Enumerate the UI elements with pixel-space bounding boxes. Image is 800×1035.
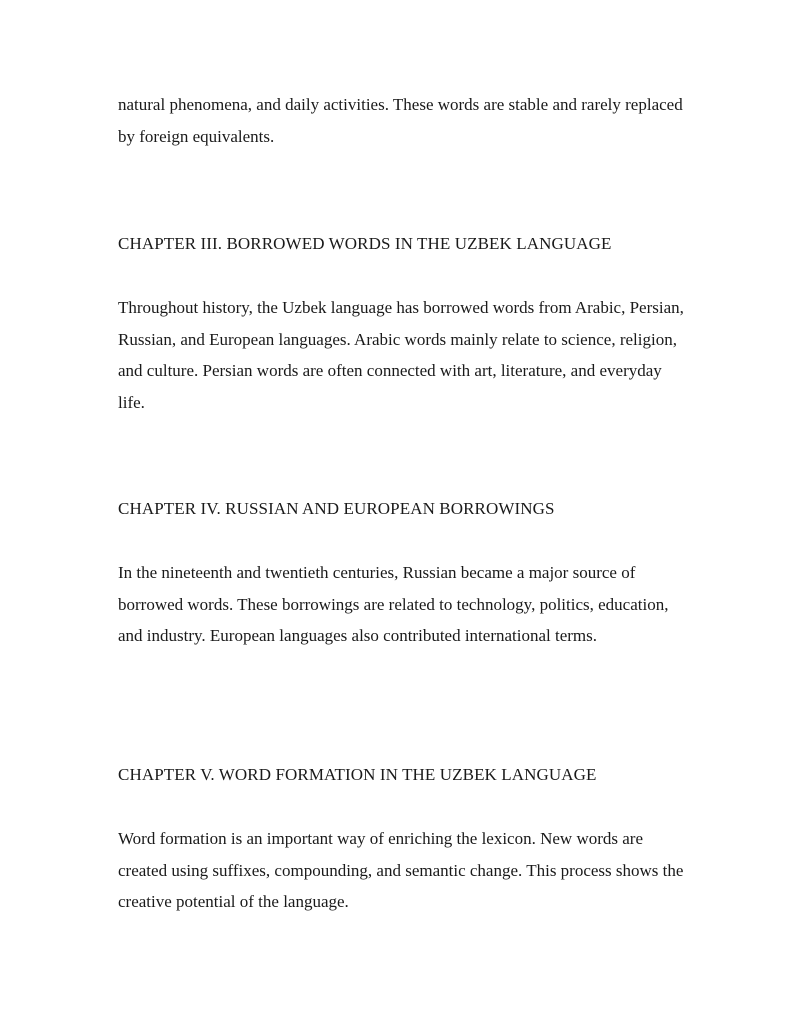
chapter-4-paragraph: In the nineteenth and twentieth centuries, Russian became a major source of borrowed words. These borrowings are related to technology, politics, education, and industry. European languages also contributed international terms. xyxy=(118,563,669,645)
chapter-5-heading: CHAPTER V. WORD FORMATION IN THE UZBEK LANGUAGE xyxy=(118,765,597,784)
chapter-5-paragraph: Word formation is an important way of enriching the lexicon. New words are created using suffixes, compounding, and semantic change. This process shows the creative potential of the language. xyxy=(118,829,684,911)
chapter-3-heading: CHAPTER III. BORROWED WORDS IN THE UZBEK LANGUAGE xyxy=(118,234,612,253)
intro-continuation-paragraph: natural phenomena, and daily activities. These words are stable and rarely replaced by foreign equivalents. xyxy=(118,95,683,146)
chapter-3-paragraph: Throughout history, the Uzbek language has borrowed words from Arabic, Persian, Russian, and European languages. Arabic words mainly relate to science, religion, and culture. Persian words are often connected with art, literature, and everyday life. xyxy=(118,298,684,412)
chapter-4-heading: CHAPTER IV. RUSSIAN AND EUROPEAN BORROWINGS xyxy=(118,499,555,518)
